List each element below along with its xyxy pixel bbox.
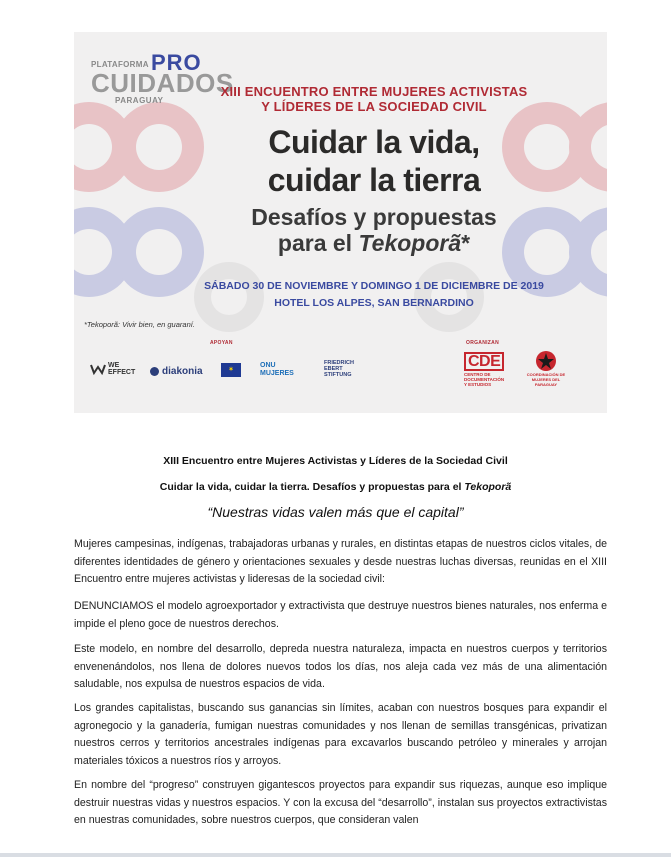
onu-mujeres-logo bbox=[260, 362, 300, 378]
cde-text: CDE bbox=[464, 352, 504, 371]
banner-title-line1: Cuidar la vida, bbox=[268, 124, 480, 160]
eu-flag-logo bbox=[221, 363, 241, 377]
banner-subtitle-pre: para el bbox=[277, 230, 359, 256]
banner-title-line2: cuidar la tierra bbox=[267, 162, 481, 198]
banner-subtitle-post: * bbox=[461, 230, 471, 256]
paragraph-5: En nombre del “progreso” construyen gigantescos proyectos para expandir sus riquezas, aunque eso implique destruir nuestras vidas y nuestros espacios. Y con la excusa del “desarrollo”, instalan sus proyectos extractivistas en nuestras comunidades, sobre nuestros cuerpos, que consideran valen bbox=[74, 779, 607, 826]
fes-text: FRIEDRICH EBERT STIFTUNG bbox=[324, 360, 354, 378]
paragraph-4: Los grandes capitalistas, buscando sus ganancias sin límites, acaban con nuestros bosques para expandir el agronegocio y la ganadería, fumigan nuestras comunidades y nos llenan de semillas transgénicas, privatizan nuestros cerros y territorios ancestrales indígenas para excavarlos buscando petróleo y minerales y arrojan materiales tóxicos a nuestros ríos y arroyos. bbox=[74, 702, 607, 767]
apoyan-label: APOYAN bbox=[210, 340, 233, 346]
logo-paraguay-text: PARAGUAY bbox=[115, 96, 164, 105]
heading-2-emphasis: Tekoporã bbox=[464, 481, 512, 493]
diakonia-logo bbox=[150, 366, 203, 377]
banner-subtitle-em: Tekoporã bbox=[358, 230, 462, 256]
diakonia-icon bbox=[150, 367, 159, 376]
we-effect-logo bbox=[90, 362, 136, 376]
logo-cuidados-text: CUIDADOS bbox=[91, 68, 234, 98]
second-organizer-text: COORDINACIÓN DE MUJERES DEL PARAGUAY bbox=[526, 372, 566, 387]
logo-pro-text: PRO bbox=[151, 50, 202, 75]
banner-subtitle-line1: Desafíos y propuestas bbox=[251, 204, 497, 230]
organizan-label: ORGANIZAN bbox=[466, 340, 499, 346]
document-quote: “Nuestras vidas valen más que el capital” bbox=[207, 504, 464, 520]
page-bottom-edge bbox=[0, 853, 671, 857]
banner-encuentro-line2: Y LÍDERES DE LA SOCIEDAD CIVIL bbox=[261, 99, 487, 114]
event-banner bbox=[74, 32, 607, 413]
cde-subtext: CENTRO DE DOCUMENTACIÓN Y ESTUDIOS bbox=[464, 372, 505, 387]
paragraph-3: Este modelo, en nombre del desarrollo, depreda nuestra naturaleza, impacta en nuestros cuerpos y territorios envenenándolos, nos llena de dolores nuevos todos los días, nos aleja cada vez más de una alimentación saludable, nos expulsa de nuestros espacios de vida. bbox=[74, 643, 607, 690]
onu-mujeres-text: ONU MUJERES bbox=[260, 362, 294, 377]
second-organizer-logo bbox=[526, 350, 566, 387]
banner-encuentro-line1: XIII ENCUENTRO ENTRE MUJERES ACTIVISTAS bbox=[220, 84, 528, 99]
banner-footnote: *Tekoporã: Vivir bien, en guaraní. bbox=[84, 320, 195, 329]
banner-venue: HOTEL LOS ALPES, SAN BERNARDINO bbox=[274, 297, 474, 309]
paragraph-2: DENUNCIAMOS el modelo agroexportador y extractivista que destruye nuestros bienes naturales, nos enferma e impide el pleno goce de nuestros derechos. bbox=[74, 600, 607, 630]
paragraph-1: Mujeres campesinas, indígenas, trabajadoras urbanas y rurales, en distintas etapas de nuestros ciclos vitales, de diferentes identidades de género y orientaciones sexuales y desde nuestras luchas diversas, reunidas en el XIII Encuentro entre mujeres activistas y lideresas de la sociedad civil: bbox=[74, 538, 607, 585]
cde-logo bbox=[464, 352, 504, 387]
fes-logo bbox=[324, 360, 358, 378]
eu-flag-icon: ✶ bbox=[221, 363, 241, 377]
document-heading-2 bbox=[70, 481, 601, 493]
document-heading-1: XIII Encuentro entre Mujeres Activistas y Líderes de la Sociedad Civil bbox=[163, 455, 508, 467]
heading-2-text: Cuidar la vida, cuidar la tierra. Desafíos y propuestas para el bbox=[159, 481, 465, 493]
we-effect-icon bbox=[90, 363, 106, 375]
we-effect-text: WE EFFECT bbox=[108, 362, 136, 376]
organizer-star-icon bbox=[535, 350, 557, 372]
banner-date: SÁBADO 30 DE NOVIEMBRE Y DOMINGO 1 DE DICIEMBRE DE 2019 bbox=[204, 280, 544, 292]
diakonia-text: diakonia bbox=[162, 366, 203, 377]
banner-subtitle-line2 bbox=[154, 230, 594, 256]
logo-plataforma-text: PLATAFORMA bbox=[91, 60, 149, 69]
